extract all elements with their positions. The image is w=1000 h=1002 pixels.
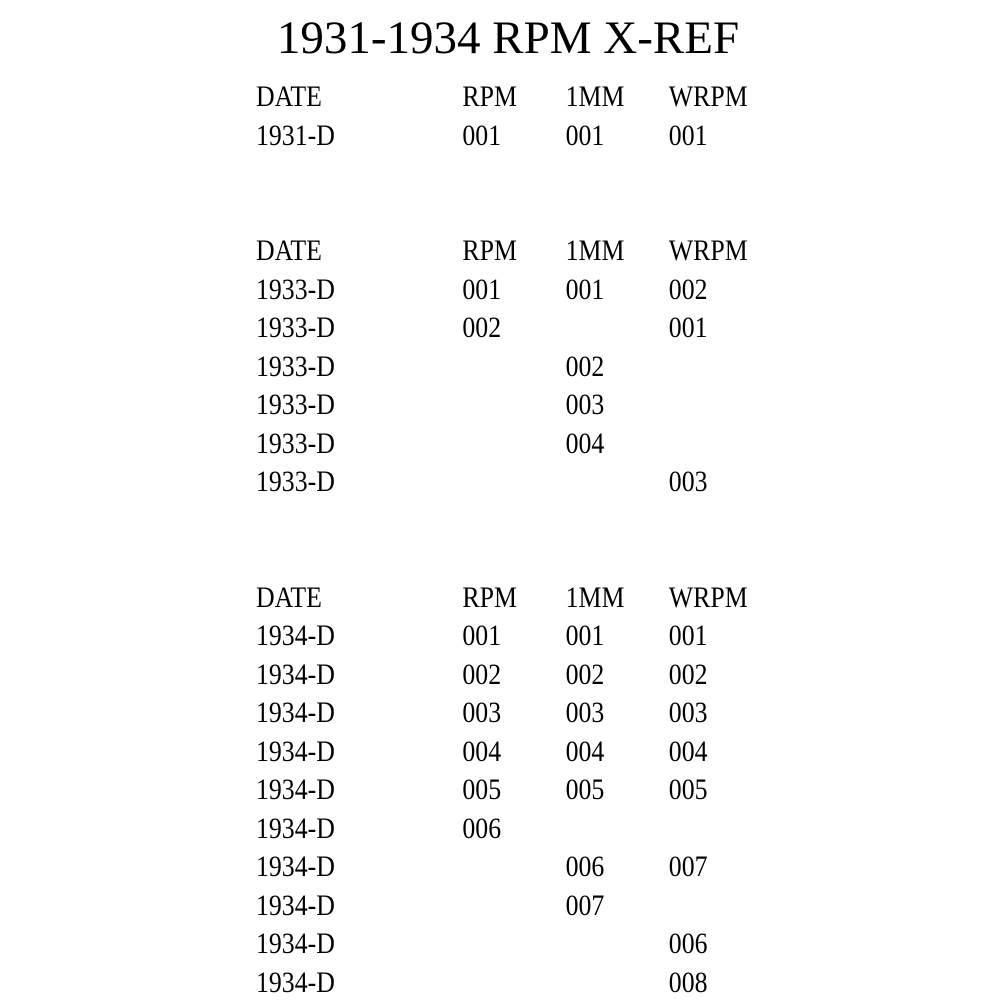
header-wrpm: WRPM <box>669 78 772 117</box>
1mm-cell <box>566 964 669 1002</box>
date-cell: 1933-D <box>256 425 462 464</box>
date-cell: 1934-D <box>256 848 462 887</box>
rpm-cell: 001 <box>462 117 565 156</box>
table-row <box>256 694 772 733</box>
rpm-cell <box>462 887 565 926</box>
header-row <box>256 232 772 271</box>
table-row <box>256 925 772 964</box>
table-row <box>256 117 772 156</box>
header-rpm: RPM <box>462 78 565 117</box>
wrpm-cell: 001 <box>669 309 772 348</box>
table-row <box>256 309 772 348</box>
date-cell: 1934-D <box>256 810 462 849</box>
1mm-cell <box>566 463 669 502</box>
table-row <box>256 348 772 387</box>
table-row <box>256 964 772 1002</box>
1mm-cell: 006 <box>566 848 669 887</box>
rpm-cell: 002 <box>462 656 565 695</box>
wrpm-cell: 008 <box>669 964 772 1002</box>
1mm-cell: 005 <box>566 771 669 810</box>
rpm-cell: 006 <box>462 810 565 849</box>
header-wrpm: WRPM <box>669 579 772 618</box>
date-cell: 1934-D <box>256 733 462 772</box>
rpm-cell <box>462 964 565 1002</box>
rpm-cell: 004 <box>462 733 565 772</box>
table-row <box>256 617 772 656</box>
rpm-cell: 001 <box>462 617 565 656</box>
1mm-cell <box>566 309 669 348</box>
date-cell: 1934-D <box>256 925 462 964</box>
table-row <box>256 271 772 310</box>
table-row <box>256 656 772 695</box>
wrpm-cell <box>669 348 772 387</box>
1mm-cell: 001 <box>566 117 669 156</box>
rpm-cell <box>462 425 565 464</box>
table-row <box>256 771 772 810</box>
date-cell: 1933-D <box>256 463 462 502</box>
wrpm-cell: 001 <box>669 117 772 156</box>
header-1mm: 1MM <box>566 78 669 117</box>
wrpm-cell: 005 <box>669 771 772 810</box>
1mm-cell <box>566 925 669 964</box>
header-date: DATE <box>256 579 462 618</box>
table-row <box>256 386 772 425</box>
rpm-cell <box>462 348 565 387</box>
1mm-cell: 003 <box>566 386 669 425</box>
header-wrpm: WRPM <box>669 232 772 271</box>
1mm-cell: 003 <box>566 694 669 733</box>
table-row <box>256 425 772 464</box>
1mm-cell: 002 <box>566 656 669 695</box>
header-rpm: RPM <box>462 232 565 271</box>
wrpm-cell: 007 <box>669 848 772 887</box>
1mm-cell: 001 <box>566 271 669 310</box>
header-row <box>256 579 772 618</box>
wrpm-cell: 002 <box>669 271 772 310</box>
rpm-cell: 002 <box>462 309 565 348</box>
header-row <box>256 78 772 117</box>
date-cell: 1934-D <box>256 656 462 695</box>
table-row <box>256 810 772 849</box>
table-row <box>256 463 772 502</box>
date-cell: 1933-D <box>256 271 462 310</box>
1mm-cell: 007 <box>566 887 669 926</box>
date-cell: 1933-D <box>256 386 462 425</box>
rpm-cell <box>462 386 565 425</box>
wrpm-cell: 003 <box>669 463 772 502</box>
header-rpm: RPM <box>462 579 565 618</box>
xref-table-1933 <box>256 232 772 502</box>
1mm-cell: 001 <box>566 617 669 656</box>
date-cell: 1934-D <box>256 771 462 810</box>
table-row <box>256 733 772 772</box>
1mm-cell: 002 <box>566 348 669 387</box>
1mm-cell: 004 <box>566 425 669 464</box>
wrpm-cell: 006 <box>669 925 772 964</box>
rpm-cell <box>462 463 565 502</box>
xref-tables <box>256 78 816 1002</box>
date-cell: 1933-D <box>256 309 462 348</box>
date-cell: 1934-D <box>256 617 462 656</box>
1mm-cell <box>566 810 669 849</box>
header-1mm: 1MM <box>566 232 669 271</box>
header-date: DATE <box>256 78 462 117</box>
wrpm-cell: 001 <box>669 617 772 656</box>
wrpm-cell <box>669 887 772 926</box>
1mm-cell: 004 <box>566 733 669 772</box>
wrpm-cell: 004 <box>669 733 772 772</box>
wrpm-cell: 003 <box>669 694 772 733</box>
date-cell: 1934-D <box>256 964 462 1002</box>
rpm-cell: 003 <box>462 694 565 733</box>
wrpm-cell <box>669 425 772 464</box>
header-1mm: 1MM <box>566 579 669 618</box>
rpm-cell <box>462 925 565 964</box>
rpm-cell <box>462 848 565 887</box>
header-date: DATE <box>256 232 462 271</box>
table-row <box>256 887 772 926</box>
date-cell: 1931-D <box>256 117 462 156</box>
date-cell: 1934-D <box>256 694 462 733</box>
xref-table-1931 <box>256 78 772 155</box>
rpm-cell: 005 <box>462 771 565 810</box>
wrpm-cell <box>669 810 772 849</box>
date-cell: 1934-D <box>256 887 462 926</box>
wrpm-cell <box>669 386 772 425</box>
table-row <box>256 848 772 887</box>
rpm-cell: 001 <box>462 271 565 310</box>
date-cell: 1933-D <box>256 348 462 387</box>
wrpm-cell: 002 <box>669 656 772 695</box>
page-title: 1931-1934 RPM X-REF <box>0 10 1000 66</box>
xref-table-1934 <box>256 579 772 1002</box>
